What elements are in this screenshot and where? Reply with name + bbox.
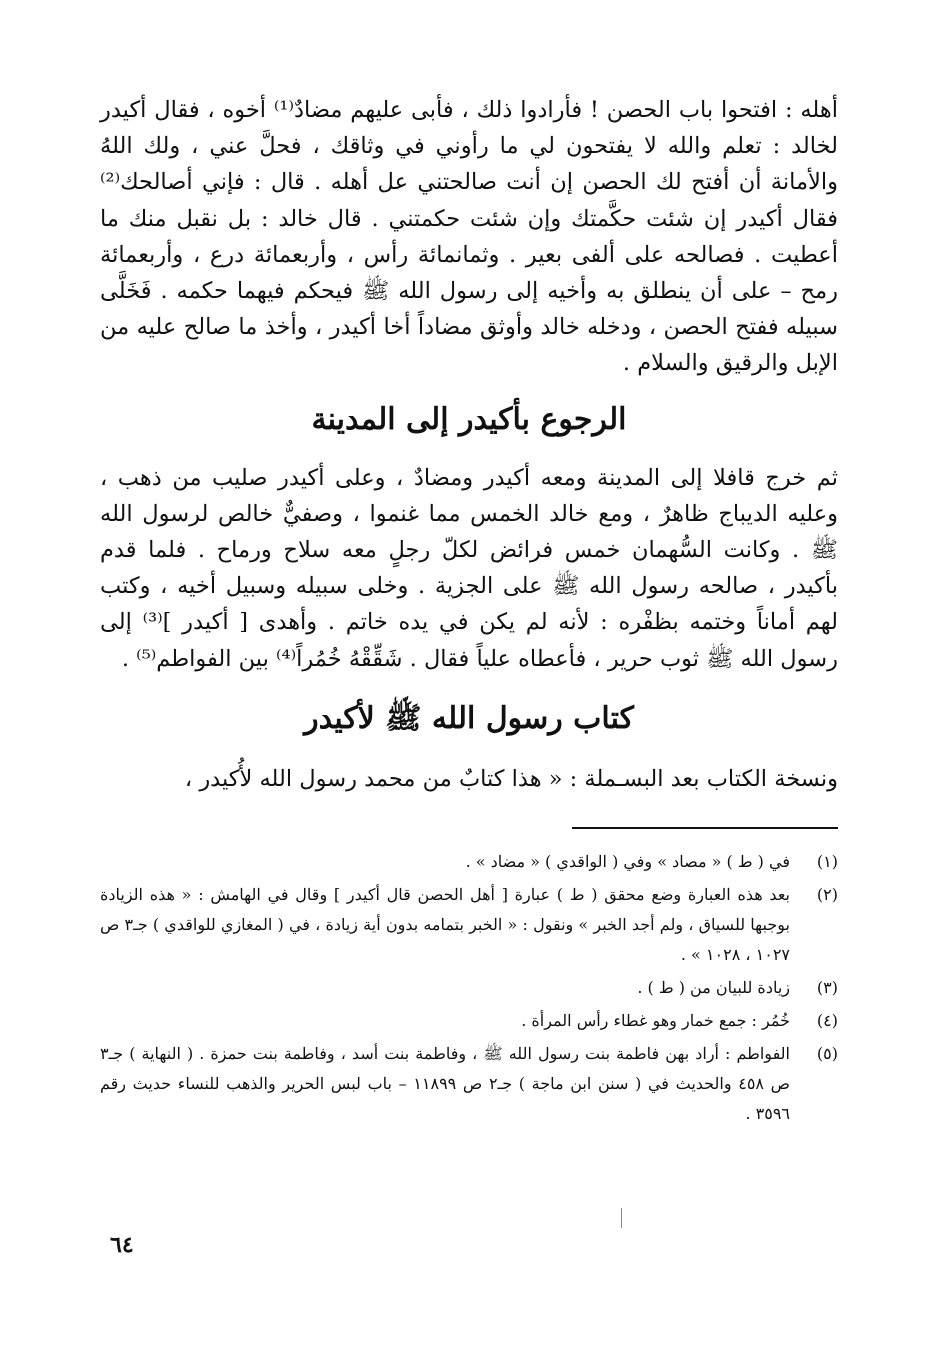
footnote-number: (٣) xyxy=(816,978,838,998)
section-heading: الرجوع بأكيدر إلى المدينة xyxy=(311,401,627,437)
footnote-number: (٢) xyxy=(816,885,838,905)
footnote xyxy=(100,1039,838,1129)
footnote xyxy=(100,847,838,877)
footnote-text: في ( ط ) « مصاد » وفي ( الواقدي ) « مضاد » . xyxy=(465,852,790,872)
scan-mark xyxy=(621,1208,622,1228)
body-section-3 xyxy=(100,761,838,797)
footnote-text: بعد هذه العبارة وضع محقق ( ط ) عبارة [ أهل الحصن قال أكيدر ] وقال في الهامش : « هذه الزيادة بوجبها للسياق ، ولم أجد الخبر » ونقول : « الخبر بتمامه بدون أية زيادة ، في ( المغازي للواقدي ) جـ٣ ص ١٠٢٧ ، ١٠٢٨ » . xyxy=(100,885,790,965)
footnote xyxy=(100,880,838,970)
footnote-number: (٥) xyxy=(816,1044,838,1064)
footnote xyxy=(100,973,838,1003)
paragraph: ونسخة الكتاب بعد البسـملة : « هذا كتابٌ من محمد رسول الله لأُكيدر ، xyxy=(184,765,838,792)
footnote-text: خُمُر : جمع خمار وهو غطاء رأس المرأة . xyxy=(521,1011,790,1031)
body-section-1 xyxy=(100,92,838,382)
footnote-number: (١) xyxy=(816,852,838,872)
paragraph: ثم خرج قافلا إلى المدينة ومعه أكيدر ومضادٌ ، وعلى أكيدر صليب من ذهب ، وعليه الديباج ظاهرٌ ، ومع خالد الخمس مما غنموا ، وصفيٌّ خالص لرسول الله ﷺ . وكانت السُّهمان خمس فرائض لكلّ رجلٍ معه سلاح ورماح . فلما قدم بأكيدر ، صالحه رسول الله ﷺ على الجزية . وخلى سبيله وسبيل أخيه ، وكتب لهم أماناً وختمه بظفْره : لأنه لم يكن في يده خاتم . وأهدى [ أكيدر ]⁽³⁾ إلى رسول الله ﷺ ثوب حرير ، فأعطاه علياً فقال . شَقِّقْهُ خُمُراً⁽⁴⁾ بين الفواطم⁽⁵⁾ . xyxy=(100,464,838,672)
footnote-rule xyxy=(572,827,838,829)
paragraph: أهله : افتحوا باب الحصن ! فأرادوا ذلك ، فأبى عليهم مضادٌ⁽¹⁾ أخوه ، فقال أكيدر لخالد : تعلم والله لا يفتحون لي ما رأوني في وثاقك ، فحلَّ عني ، ولك اللهُ والأمانة أن أفتح لك الحصن إن أنت صالحتني عل أهله . قال : فإني أصالحك⁽²⁾ فقال أكيدر إن شئت حكَّمتك وإن شئت حكمتني . قال خالد : بل نقبل منك ما أعطيت . فصالحه على ألفى بعير . وثمانمائة رأس ، وأربعمائة درع ، وأربعمائة رمح – على أن ينطلق به وأخيه إلى رسول الله ﷺ فيحكم فيهما حكمه . فَخَلَّى سبيله ففتح الحصن ، ودخله خالد وأوثق مضاداً أخا أكيدر ، وأخذ ما صالح عليه من الإبل والرقيق والسلام . xyxy=(100,97,838,377)
footnote-text: زيادة للبيان من ( ط ) . xyxy=(637,978,790,998)
footnote xyxy=(100,1006,838,1036)
footnote-number: (٤) xyxy=(816,1011,838,1031)
body-section-2 xyxy=(100,460,838,677)
section-heading: كتاب رسول الله ﷺ لأكيدر xyxy=(304,700,634,736)
footnote-text: الفواطم : أراد بهن فاطمة بنت رسول الله ﷺ ، وفاطمة بنت أسد ، وفاطمة بنت حمزة . ( النهاية ) جـ٣ ص ٤٥٨ والحديث في ( سنن ابن ماجة ) جـ٢ ص ١١٨٩٩ – باب لبس الحرير والذهب للنساء حديث رقم ٣٥٩٦ . xyxy=(100,1044,791,1124)
footnotes xyxy=(100,847,838,1129)
page-number: ٦٤ xyxy=(110,1232,134,1258)
footnote-separator xyxy=(100,827,838,829)
